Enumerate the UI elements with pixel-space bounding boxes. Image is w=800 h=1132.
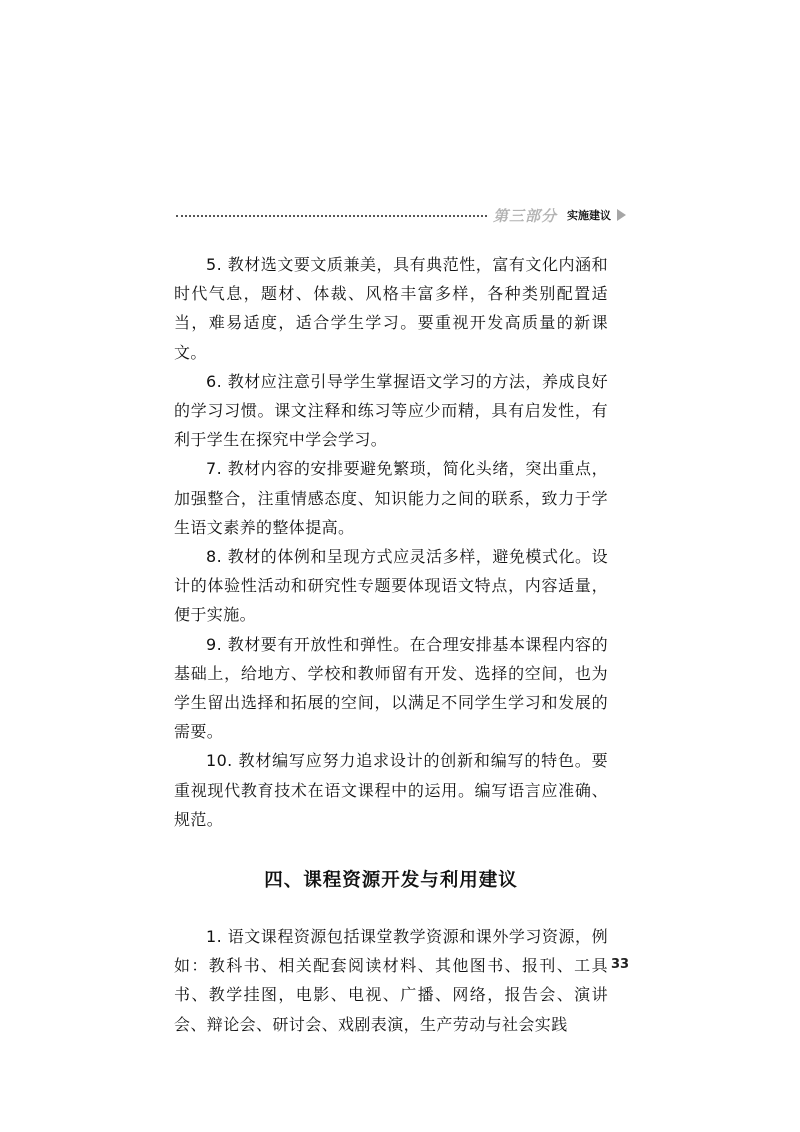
paragraph-resource-1: 1. 语文课程资源包括课堂教学资源和课外学习资源，例如：教科书、相关配套阅读材料、其他图书、报刊、工具书、教学挂图，电影、电视、广播、网络，报告会、演讲会、辩论会、研讨会、戏剧表演，生产劳动与社会实践	[174, 927, 608, 1034]
header-dotted-rule	[176, 215, 487, 217]
triangle-arrow-icon	[617, 209, 626, 221]
body-text	[174, 250, 608, 1039]
paragraph-item-7: 7. 教材内容的安排要避免繁琐，简化头绪，突出重点，加强整合，注重情感态度、知识能力之间的联系，致力于学生语文素养的整体提高。	[174, 459, 608, 537]
header-section-label: 实施建议	[567, 209, 611, 222]
running-header	[176, 204, 626, 226]
section-heading: 四、课程资源开发与利用建议	[264, 870, 518, 892]
paragraph-item-9: 9. 教材要有开放性和弹性。在合理安排基本课程内容的基础上，给地方、学校和教师留有开发、选择的空间，也为学生留出选择和拓展的空间，以满足不同学生学习和发展的需要。	[174, 634, 608, 742]
paragraph-item-6: 6. 教材应注意引导学生掌握语文学习的方法，养成良好的学习习惯。课文注释和练习等应少而精，具有启发性，有利于学生在探究中学会学习。	[174, 371, 608, 450]
page-number: 33	[611, 957, 630, 972]
header-part-label: 第三部分	[492, 206, 557, 225]
paragraph-item-10: 10. 教材编写应努力追求设计的创新和编写的特色。要重视现代教育技术在语文课程中的运用。编写语言应准确、规范。	[174, 751, 608, 829]
paragraph-item-8: 8. 教材的体例和呈现方式应灵活多样，避免模式化。设计的体验性活动和研究性专题要体现语文特点，内容适量，便于实施。	[174, 547, 608, 625]
paragraph-item-5: 5. 教材选文要文质兼美，具有典范性，富有文化内涵和时代气息，题材、体裁、风格丰富多样，各种类别配置适当，难易适度，适合学生学习。要重视开发高质量的新课文。	[174, 255, 608, 362]
